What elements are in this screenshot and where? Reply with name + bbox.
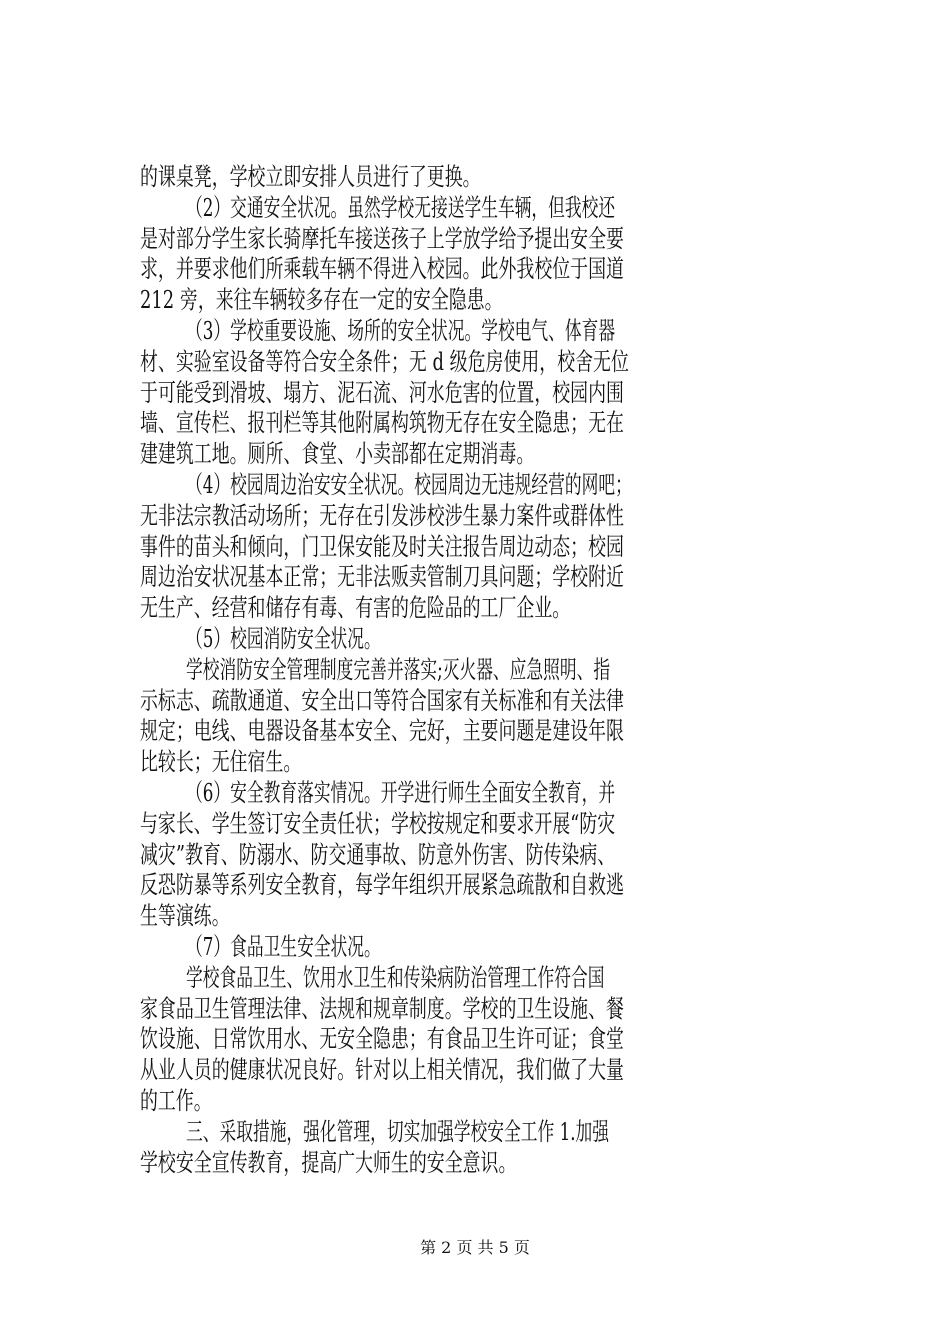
text-line: 从业人员的健康状况良好。针对以上相关情况，我们做了大量 bbox=[140, 1055, 624, 1085]
text-line: 建建筑工地。厕所、食堂、小卖部都在定期消毒。 bbox=[140, 439, 535, 469]
text-line: （7）食品卫生安全状况。 bbox=[186, 932, 381, 961]
text-line: 示标志、疏散通道、安全出口等符合国家有关标准和有关法律 bbox=[140, 685, 624, 715]
text-line: 是对部分学生家长骑摩托车接送孩子上学放学给予提出安全要 bbox=[140, 223, 624, 253]
text-line: （2）交通安全状况。虽然学校无接送学生车辆，但我校还 bbox=[186, 192, 616, 222]
text-line: （4）校园周边治安安全状况。校园周边无违规经营的网吧； bbox=[186, 470, 632, 499]
text-line: 学校安全宣传教育，提高广大师生的安全意识。 bbox=[140, 1147, 517, 1177]
text-line: 饮设施、日常饮用水、无安全隐患；有食品卫生许可证；食堂 bbox=[140, 1024, 624, 1054]
page-footer bbox=[0, 1237, 950, 1259]
text-line: 学校食品卫生、饮用水卫生和传染病防治管理工作符合国 bbox=[186, 962, 605, 992]
text-line: （5）校园消防安全状况。 bbox=[186, 624, 381, 653]
page-number-label: 第 2 页 共 5 页 bbox=[420, 1238, 530, 1257]
text-line: 于可能受到滑坡、塌方、泥石流、河水危害的位置，校园内围 bbox=[140, 377, 624, 407]
text-line: 无非法宗教活动场所；无存在引发涉校涉生暴力案件或群体性 bbox=[140, 500, 624, 530]
text-line: 材、实验室设备等符合安全条件；无 d 级危房使用，校舍无位 bbox=[140, 346, 629, 376]
text-line: 比较长；无住宿生。 bbox=[140, 747, 302, 777]
text-line: （6）安全教育落实情况。开学进行师生全面安全教育，并 bbox=[186, 778, 616, 807]
text-line: 的课桌凳，学校立即安排人员进行了更换。 bbox=[140, 162, 481, 191]
text-line: 家食品卫生管理法律、法规和规章制度。学校的卫生设施、餐 bbox=[140, 993, 624, 1023]
text-line: 三、采取措施，强化管理，切实加强学校安全工作 1.加强 bbox=[186, 1116, 610, 1146]
text-line: 事件的苗头和倾向，门卫保安能及时关注报告周边动态；校园 bbox=[140, 531, 624, 561]
text-line: 无生产、经营和储存有毒、有害的危险品的工厂企业。 bbox=[140, 593, 571, 623]
text-line: 求，并要求他们所乘载车辆不得进入校园。此外我校位于国道 bbox=[140, 254, 624, 284]
text-line: 减灾”教育、防溺水、防交通事故、防意外伤害、防传染病、 bbox=[140, 839, 616, 869]
text-line: 周边治安状况基本正常；无非法贩卖管制刀具问题；学校附近 bbox=[140, 562, 624, 592]
text-line: 的工作。 bbox=[140, 1086, 212, 1115]
text-line: 墙、宣传栏、报刊栏等其他附属构筑物无存在安全隐患；无在 bbox=[140, 408, 624, 438]
text-line: 212 旁，来往车辆较多存在一定的安全隐患。 bbox=[140, 285, 503, 315]
text-line: 学校消防安全管理制度完善并落实;灭火器、应急照明、指 bbox=[186, 654, 611, 684]
text-line: 生等演练。 bbox=[140, 901, 230, 931]
text-line: 与家长、学生签订安全责任状；学校按规定和要求开展“防灾 bbox=[140, 808, 616, 838]
text-line: （3）学校重要设施、场所的安全状况。学校电气、体育器 bbox=[186, 316, 616, 345]
text-line: 反恐防暴等系列安全教育，每学年组织开展紧急疏散和自救逃 bbox=[140, 870, 624, 900]
text-line: 规定；电线、电器设备基本安全、完好，主要问题是建设年限 bbox=[140, 716, 624, 746]
